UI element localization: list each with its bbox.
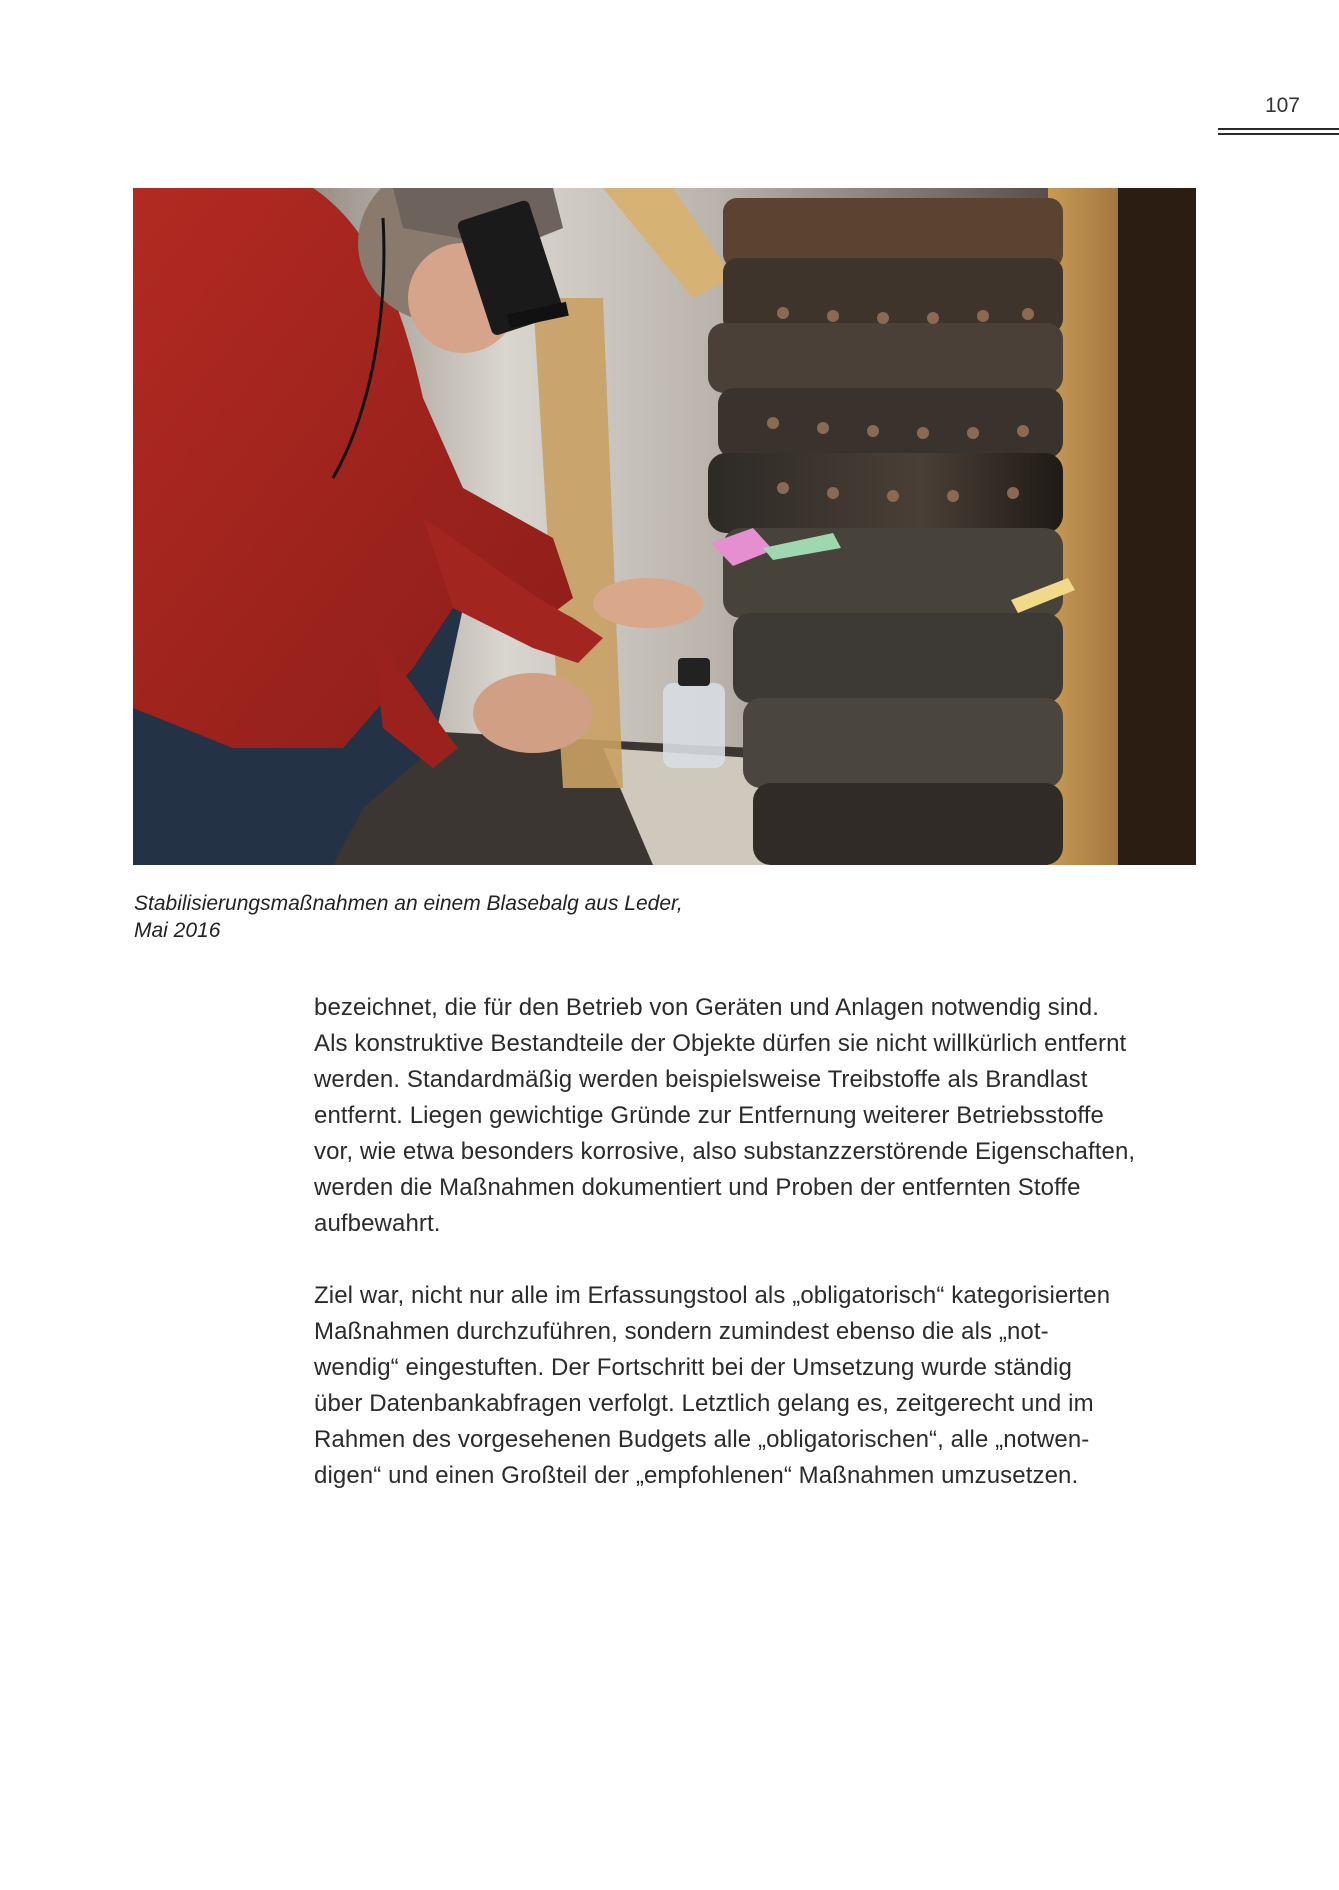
text-line: Ziel war, nicht nur alle im Erfassungstool als „obligatorisch“ kategorisierten [314, 1282, 1111, 1309]
body-text [314, 990, 1214, 1494]
paragraph [314, 1278, 1214, 1494]
text-line: Maßnahmen durchzuführen, sondern zumindest ebenso die als „not- [314, 1318, 1049, 1345]
page-number-rule [1218, 128, 1339, 130]
text-line: bezeichnet, die für den Betrieb von Geräten und Anlagen notwendig sind. [314, 994, 1099, 1021]
paragraph [314, 990, 1214, 1242]
text-line: aufbewahrt. [314, 1210, 441, 1237]
text-line: vor, wie etwa besonders korrosive, also substanzzerstörende Eigenschaften, [314, 1138, 1136, 1165]
figure-photo [133, 188, 1196, 865]
text-line: werden. Standardmäßig werden beispielsweise Treibstoffe als Brandlast [314, 1066, 1088, 1093]
text-line: Als konstruktive Bestandteile der Objekte dürfen sie nicht willkürlich entfernt [314, 1030, 1127, 1057]
text-line: über Datenbankabfragen verfolgt. Letztlich gelang es, zeitgerecht und im [314, 1390, 1094, 1417]
page-number: 107 [1264, 94, 1300, 117]
figure-caption [134, 890, 1034, 944]
text-line: digen“ und einen Großteil der „empfohlenen“ Maßnahmen umzusetzen. [314, 1462, 1079, 1489]
caption-line: Mai 2016 [134, 919, 221, 942]
page-number-rule-secondary [1218, 133, 1339, 135]
caption-line: Stabilisierungsmaßnahmen an einem Blasebalg aus Leder, [134, 892, 683, 915]
text-line: werden die Maßnahmen dokumentiert und Proben der entfernten Stoffe [314, 1174, 1081, 1201]
text-line: Rahmen des vorgesehenen Budgets alle „obligatorischen“, alle „notwen- [314, 1426, 1090, 1453]
text-line: wendig“ eingestuften. Der Fortschritt bei der Umsetzung wurde ständig [314, 1354, 1072, 1381]
text-line: entfernt. Liegen gewichtige Gründe zur Entfernung weiterer Betriebsstoffe [314, 1102, 1104, 1129]
